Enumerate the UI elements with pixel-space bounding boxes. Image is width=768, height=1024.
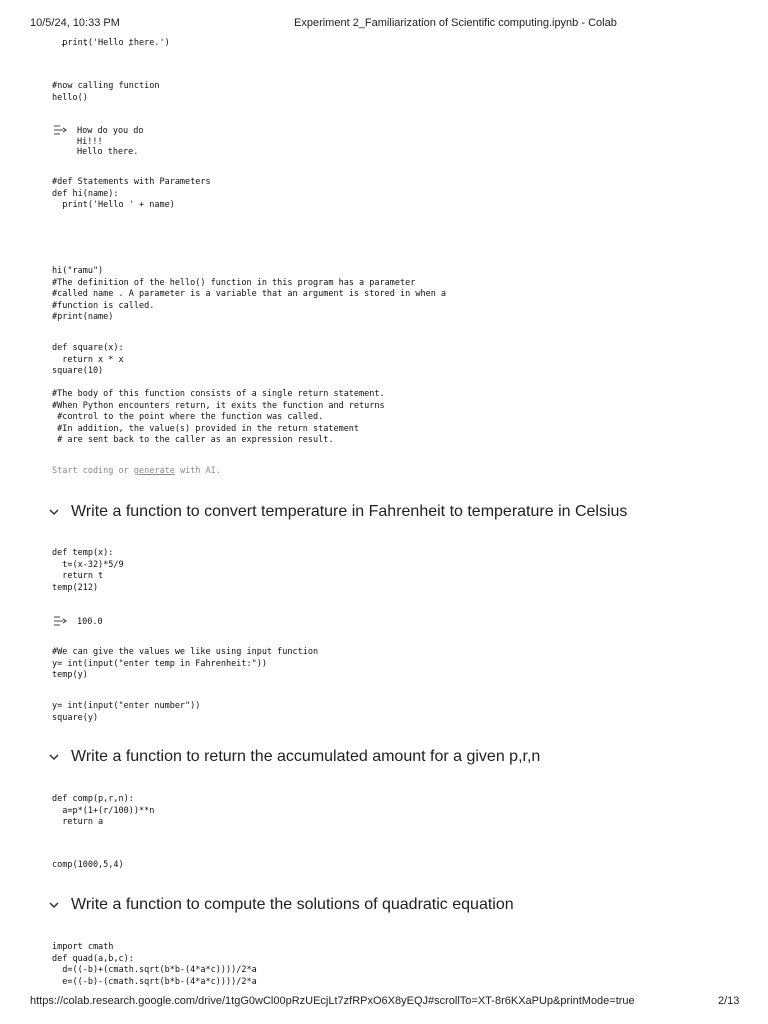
section-title: Write a function to return the accumulated amount for a given p,r,n <box>71 748 541 765</box>
code-cell-def-comp[interactable]: def comp(p,r,n): a=p*(1+(r/100))**n return a <box>52 794 155 828</box>
code-cell-comp-call[interactable]: comp(1000,5,4) <box>52 860 124 870</box>
generate-link[interactable]: generate <box>133 466 175 476</box>
hint-suffix: with AI. <box>174 466 221 476</box>
section-header-quadratic[interactable] <box>48 896 514 914</box>
section-header-accumulated[interactable] <box>48 748 540 766</box>
output-arrow-icon[interactable] <box>53 616 69 626</box>
section-title: Write a function to convert temperature in Fahrenheit to temperature in Celsius <box>71 503 628 520</box>
code-cell-hello-print[interactable]: print('Hello there.') <box>52 38 170 48</box>
chevron-down-icon[interactable] <box>48 506 60 518</box>
code-cell-input-temp[interactable]: #We can give the values we like using input function y= int(input("enter temp in Fahrenheit:")) temp(y) <box>52 647 319 681</box>
print-page-number: 2/13 <box>718 995 740 1007</box>
code-cell-comments[interactable]: #The body of this function consists of a single return statement. #When Python encounters return, it exits the function and returns #control to the point where the function was called. #In addition, the value(s) provided in the return statement # are sent back to the caller as an expression result. <box>52 389 385 446</box>
code-cell-def-temp[interactable]: def temp(x): t=(x-32)*5/9 return t temp(212) <box>52 548 124 593</box>
output-arrow-icon[interactable] <box>53 125 69 135</box>
code-cell-input-square[interactable]: y= int(input("enter number")) square(y) <box>52 701 201 723</box>
section-title: Write a function to compute the solutions of quadratic equation <box>71 896 514 913</box>
cell-output-temp: 100.0 <box>77 617 103 627</box>
empty-code-cell-hint[interactable] <box>52 466 221 476</box>
code-cell-call-hello[interactable]: #now calling function hello() <box>52 81 160 103</box>
hint-prefix: Start coding or <box>52 466 134 476</box>
code-cell-def-hi[interactable]: #def Statements with Parameters def hi(name): print('Hello ' + name) <box>52 177 211 211</box>
chevron-down-icon[interactable] <box>48 751 60 763</box>
print-url: https://colab.research.google.com/drive/1tgG0wCl00pRzUEcjLt7zfRPxO6X8yEQJ#scrollTo=XT-8r6KXaPUp&printMode=true <box>30 995 635 1007</box>
code-cell-def-square[interactable]: def square(x): return x * x square(10) <box>52 343 124 377</box>
code-cell-hi-call[interactable]: hi("ramu") #The definition of the hello() function in this program has a parameter #called name . A parameter is a variable that an argument is stored in when a #function is called. #print(name) <box>52 266 447 323</box>
section-header-fahrenheit[interactable] <box>48 503 627 521</box>
print-datetime: 10/5/24, 10:33 PM <box>30 17 120 29</box>
print-doc-title: Experiment 2_Familiarization of Scientific computing.ipynb - Colab <box>294 17 617 29</box>
code-cell-def-quad[interactable]: import cmath def quad(a,b,c): d=((-b)+(cmath.sqrt(b*b-(4*a*c))))/2*a e=((-b)-(cmath.sqrt(b*b-(4*a*c))))/2*a <box>52 942 257 987</box>
chevron-down-icon[interactable] <box>48 899 60 911</box>
cell-output-hello: How do you do Hi!!! Hello there. <box>77 126 144 157</box>
clipped-line-fragment <box>62 33 152 36</box>
